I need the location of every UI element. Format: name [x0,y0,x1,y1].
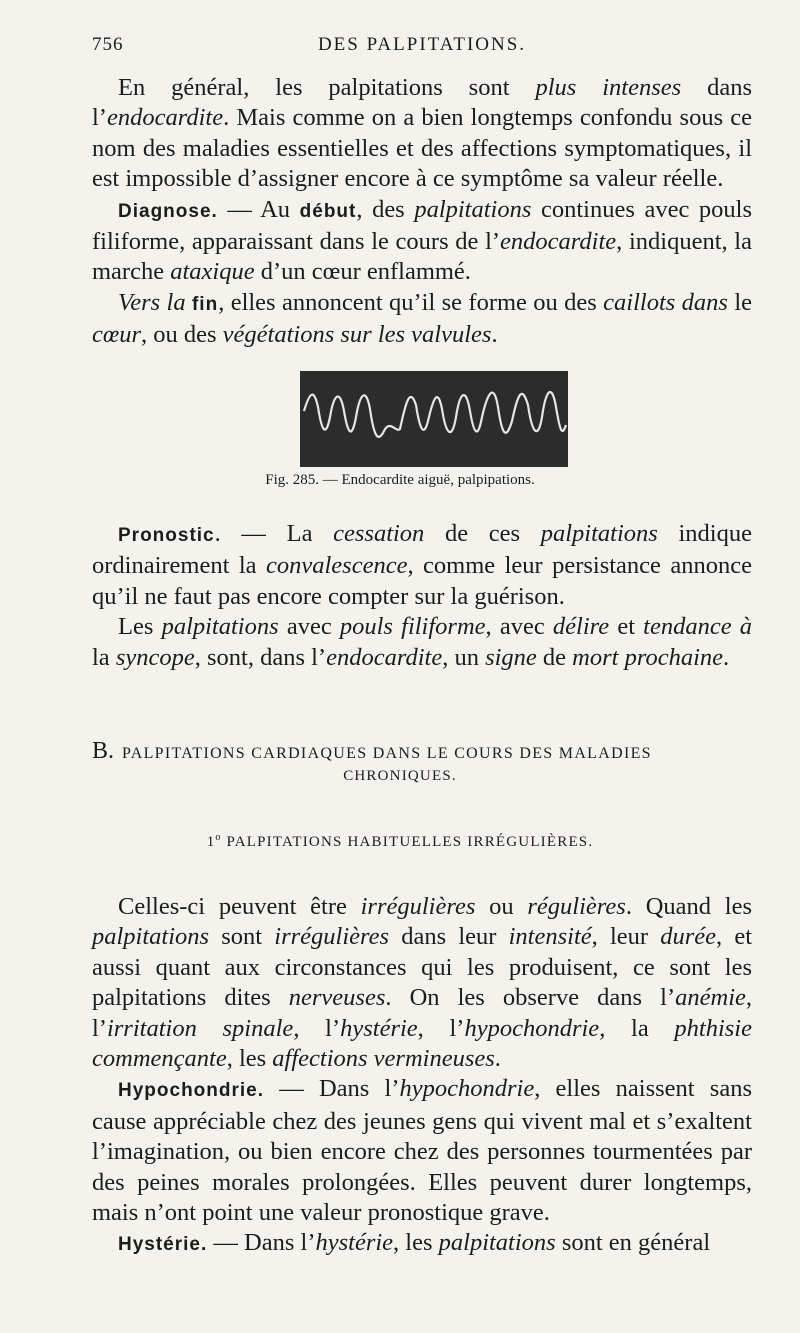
page-header [92,30,752,60]
paragraph-vers-la-fin: Vers la fin, elles annoncent qu’il se forme ou des caillots dans le cœur, ou des végétations sur les valvules. [92,288,753,349]
heading-hysterie: Hystérie. [118,1234,208,1256]
paragraph-pronostic: Pronostic. — La cessation de ces palpitations indique ordinairement la convalescence, comme leur persistance annonce qu’il ne faut pas encore compter sur la guérison. [92,520,752,610]
text-block-top [92,73,752,351]
figure-caption: Fig. 285. — Endocardite aiguë, palpipations. [265,472,535,488]
running-title: DES PALPITATIONS. [317,34,527,55]
section-b-heading-continued: CHRONIQUES. [343,768,457,784]
paragraph-palpitations-pouls: Les palpitations avec pouls filiforme, avec délire et tendance à la syncope, sont, dans l’endocardite, un signe de mort prochaine. [92,613,753,671]
paragraph-diagnose: Diagnose. — Au début, des palpitations continues avec pouls filiforme, apparaissant dans le cours de l’endocardite, indiquent, la marche ataxique d’un cœur enflammé. [92,195,752,286]
heading-pronostic: Pronostic [118,525,215,546]
paragraph-celles-ci: Celles-ci peuvent être irrégulières ou régulières. Quand les palpitations sont irrégulières dans leur intensité, leur durée, et aussi quant aux circonstances qui les produisent, ce sont les palpitations dites nerveuses. On les observe dans l’anémie, l’irritation spinale, l’hystérie, l’hypochondrie, la phthisie commençante, les affections vermineuses. [92,893,753,1073]
section-b-heading: B. PALPITATIONS CARDIAQUES DANS LE COURS DES MALADIES [92,738,652,764]
paragraph-hypochondrie: Hypochondrie. — Dans l’hypochondrie, elles naissent sans cause appréciable chez des jeunes gens qui vivent mal et s’exaltent l’imagination, ou bien encore chez des personnes tourmentées par des peines morales prolongées. Elles peuvent durer longtemps, mais n’ont point une valeur pronostique grave. [92,1075,752,1227]
text-block-pronostic [92,519,752,673]
heading-hypochondrie: Hypochondrie. [118,1080,265,1102]
figure-pulse-tracing [300,371,568,467]
pulse-tracing-image [300,371,568,467]
paragraph-hysterie: Hystérie. — Dans l’hystérie, les palpitations sont en général [118,1229,711,1257]
subsection-1-heading: 1$^o$ PALPITATIONS HABITUELLES IRRÉGULIÈRES. [206,832,594,850]
page-number: 756 [92,34,124,55]
paragraph-general: En général, les palpitations sont plus intenses dans l’endocardite. Mais comme on a bien longtemps confondu sous ce nom des maladies essentielles et des affections symptomatiques, il est impossible d’assigner encore à ce symptôme sa valeur réelle. [92,74,752,193]
text-block-bottom [92,892,752,1261]
heading-diagnose: Diagnose. [118,200,218,222]
